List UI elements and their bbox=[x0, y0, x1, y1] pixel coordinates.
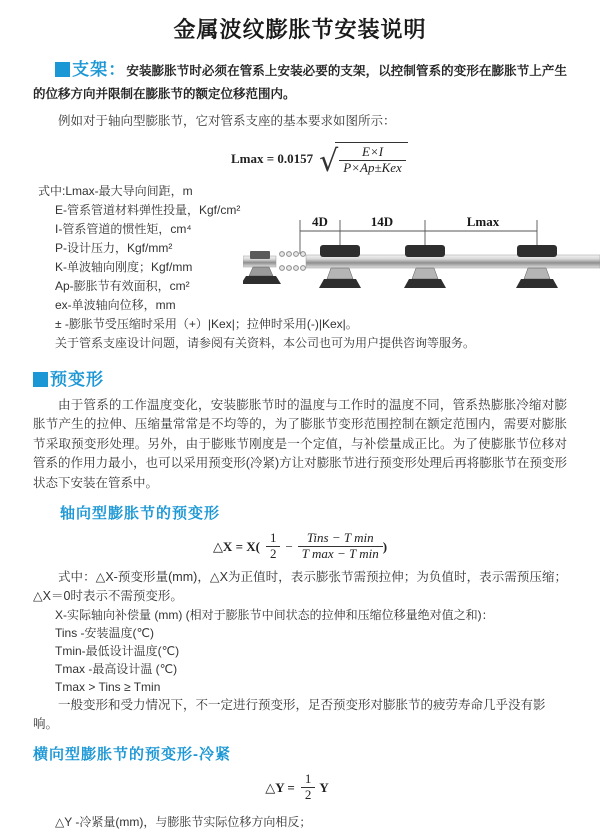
right-paren: ) bbox=[382, 538, 388, 554]
support-section-intro bbox=[33, 58, 567, 106]
definition-line: ex-单波轴向位移，mm bbox=[55, 297, 176, 312]
lateral-definition-line: △Y -冷紧量(mm)，与膨胀节实际位移方向相反； bbox=[55, 815, 312, 830]
half-denominator: 2 bbox=[301, 787, 316, 803]
definition-line: Tins -安装温度(℃) bbox=[55, 626, 155, 641]
half-denominator: 2 bbox=[266, 546, 281, 562]
lmax-fraction-numerator: E×I bbox=[362, 144, 384, 159]
definition-line: I-管系管道的惯性矩，cm⁴ bbox=[55, 221, 192, 236]
anchor-clamp bbox=[250, 251, 270, 259]
definition-line: K-单波轴向刚度；Kgf/mm bbox=[55, 259, 193, 274]
dim-label-lmax: Lmax bbox=[466, 213, 500, 229]
support-intro-text: 安装膨胀节时必须在管系上安装必要的支架，以控制管系的变形在膨胀节上产生的位移方向并限制在膨胀节的额定位移范围内。 bbox=[33, 64, 567, 101]
axial-fraction-temp bbox=[298, 531, 383, 562]
lmax-formula-lhs: Lmax = 0.0157 bbox=[231, 150, 314, 166]
definitions-and-diagram bbox=[33, 182, 567, 353]
lateral-fraction-half bbox=[301, 772, 316, 803]
axial-formula-lhs: △X = X( bbox=[212, 538, 260, 554]
axial-subheading: 轴向型膨胀节的预变形 bbox=[60, 505, 221, 523]
anchor-base bbox=[243, 276, 281, 284]
sqrt-sign: √ bbox=[319, 143, 339, 179]
anchor-pedestal bbox=[249, 267, 273, 276]
preform-section-heading bbox=[33, 365, 567, 390]
lateral-formula-rhs: Y bbox=[319, 779, 329, 795]
definition-line: 关于管系支座设计问题，请参阅有关资料，本公司也可为用户提供咨询等服务。 bbox=[55, 335, 476, 350]
dim-label-4d: 4D bbox=[312, 213, 328, 229]
content-area bbox=[33, 58, 567, 832]
half-numerator: 1 bbox=[304, 771, 312, 787]
definition-line: ± -膨胀节受压缩时采用（+）|Kex|；拉伸时采用(-)|Kex|。 bbox=[55, 316, 358, 331]
definition-line: P-设计压力，Kgf/mm² bbox=[55, 240, 173, 255]
lateral-formula bbox=[265, 772, 334, 803]
definition-line: Tmin-最低设计温度(℃) bbox=[55, 644, 180, 659]
lmax-fraction bbox=[339, 145, 406, 176]
sqrt-radicand bbox=[335, 142, 408, 176]
page-title: 金属波纹膨胀节安装说明 bbox=[173, 17, 427, 42]
pipe-support-diagram bbox=[243, 209, 600, 304]
definition-line: E-管系管道材料弹性投量，Kgf/cm² bbox=[55, 202, 241, 217]
definition-line: X-实际轴向补偿量 (mm) (相对于膨胀节中间状态的拉伸和压缩位移量绝对值之和)： bbox=[55, 608, 494, 623]
section-marker-square-icon bbox=[55, 62, 70, 77]
temp-denominator: T max − T min bbox=[298, 546, 383, 562]
definition-line: Tmax -最高设计温 (℃) bbox=[55, 662, 178, 677]
sqrt-radical bbox=[319, 142, 408, 179]
definition-line: Tmax > Tins ≥ Tmin bbox=[55, 680, 161, 695]
support-section-label: 支架： bbox=[72, 60, 127, 79]
lmax-fraction-denominator: P×Ap±Kex bbox=[339, 160, 406, 176]
preform-body-paragraph: 由于管系的工作温度变化，安装膨胀节时的温度与工作时的温度不同，管系热膨胀冷缩对膨胀节产生的拉伸、压缩量常常是不均等的，为了膨胀节变形范围控制在额定范围内，需要对膨胀节采取预变形处理。另外，由于膨账节刚度是一个定值，与补偿量成正比。为了使膨胀节位移对管系的作用力最小，也可以采用预变形(冷紧)方让对膨胀节进行预变形处理后再将膨胀节在预变形状态下安装在管系中。 bbox=[33, 397, 567, 490]
section-marker-square-icon bbox=[33, 372, 48, 387]
bellows-coils bbox=[280, 251, 306, 270]
axial-fraction-half bbox=[266, 531, 281, 562]
axial-formula bbox=[213, 531, 387, 562]
axial-definitions bbox=[33, 606, 567, 696]
definition-line: 式中:Lmax-最大导向间距，m bbox=[38, 183, 193, 198]
lateral-formula-lhs: △Y = bbox=[265, 779, 295, 795]
half-numerator: 1 bbox=[269, 530, 277, 546]
axial-explain-paragraph: 式中：△X-预变形量(mm)，△X为正值时，表示膨张节需预拉伸；为负值时，表示需预压缩；△X＝0时表示不需预变形。 bbox=[33, 570, 567, 604]
definition-line: Ap-膨胀节有效面积，cm² bbox=[55, 278, 190, 293]
dim-label-14d: 14D bbox=[370, 213, 394, 229]
axial-note-line: 一般变形和受力情况下，不一定进行预变形，足否预变形对膨胀节的疲劳寿命几乎没有影响。 bbox=[33, 698, 546, 732]
lateral-subheading: 横向型膨胀节的预变形-冷紧 bbox=[33, 746, 231, 764]
minus-sign: − bbox=[285, 538, 293, 554]
preform-heading-label: 预变形 bbox=[50, 369, 104, 389]
temp-numerator: Tins − T min bbox=[306, 530, 374, 546]
support-example-line: 例如对于轴向型膨胀节，它对管系支座的基本要求如图所示： bbox=[58, 114, 396, 128]
lmax-formula bbox=[231, 142, 567, 179]
